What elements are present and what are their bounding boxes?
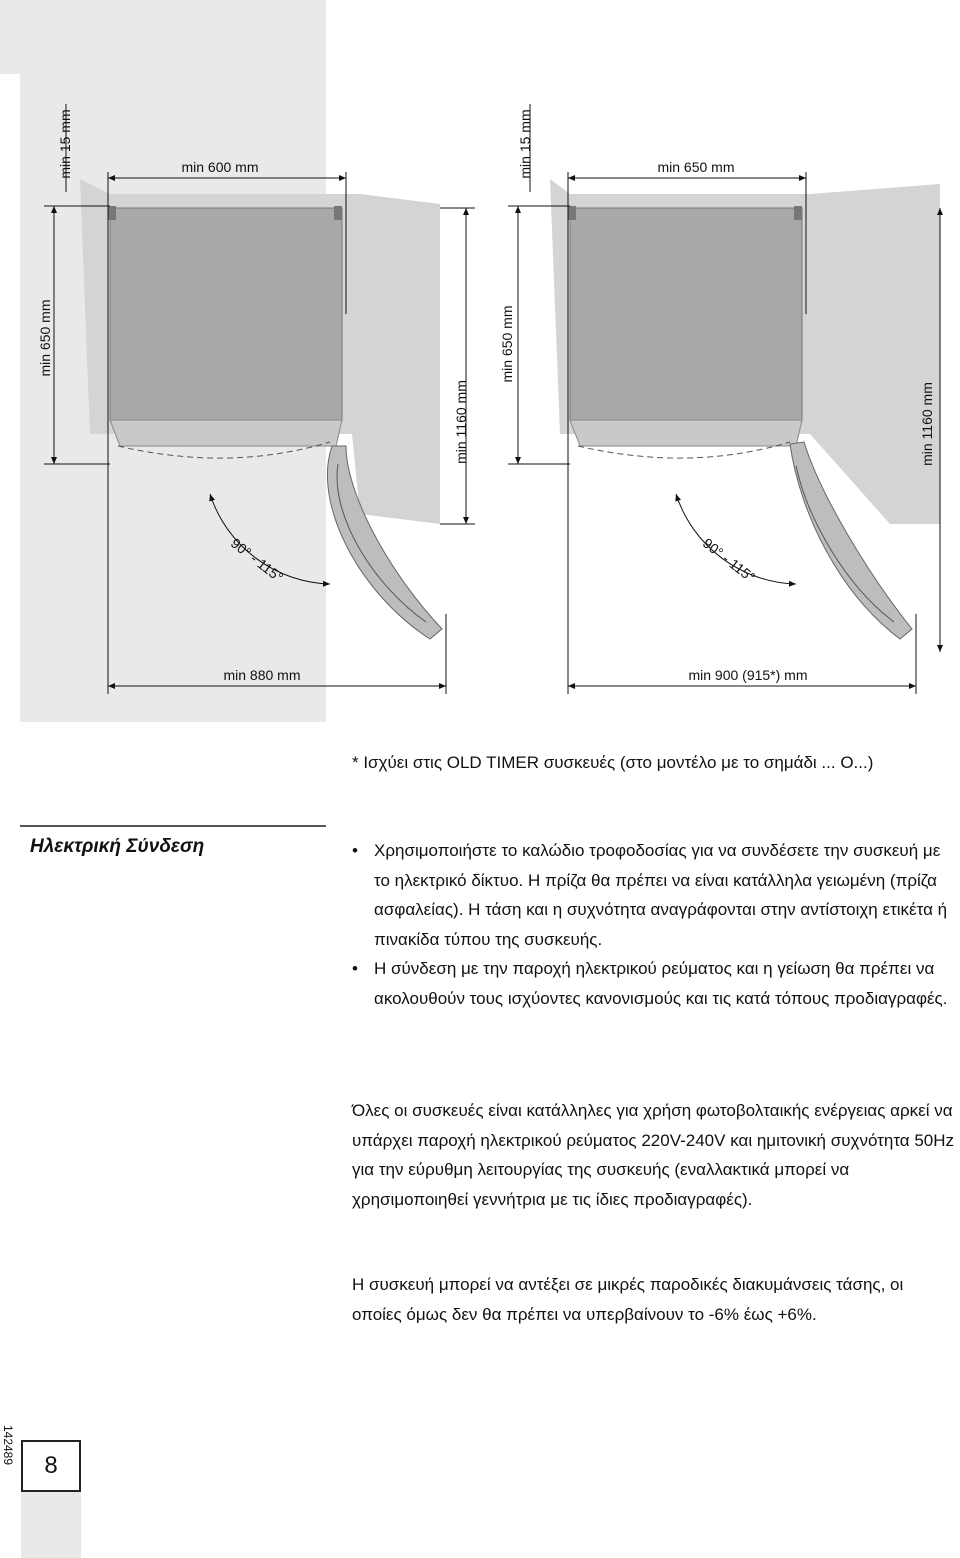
bullet-text: Χρησιμοποιήστε το καλώδιο τροφοδοσίας για να συνδέσετε την συσκευή με το ηλεκτρικό δίκτυο. Η πρίζα θα πρέπει να είναι κατάλληλα γειωμένη (πρίζα ασφαλείας). Η τάση και η συχνότητα αναγράφονται στην αντίστοιχη ετικέτα ή πινακίδα τύπου της συσκευής. [374, 841, 948, 949]
page-stripe [21, 1492, 81, 1558]
footnote: * Ισχύει στις OLD TIMER συσκευές (στο μοντέλο με το σημάδι ... O...) [352, 753, 874, 772]
left-depth-label: min 650 mm [37, 299, 53, 377]
document-number: 142489 [1, 1424, 16, 1466]
right-installation [508, 104, 940, 694]
paragraph-voltage-tolerance: Η συσκευή μπορεί να αντέξει σε μικρές παροδικές διακυμάνσεις τάσης, οι οποίες όμως δεν θα πρέπει να υπερβαίνουν το -6% έως +6%. [352, 1275, 904, 1324]
right-height-label: min 1160 mm [919, 382, 935, 466]
right-angle-label: 90° - 115° [699, 534, 759, 586]
section-divider [20, 825, 326, 827]
left-clearance-label: min 880 mm [223, 667, 301, 683]
left-height-label: min 1160 mm [453, 380, 469, 464]
installation-diagram [0, 74, 960, 722]
left-width-label: min 600 mm [181, 159, 259, 175]
right-width-label: min 650 mm [657, 159, 735, 175]
bullet-marker: • [352, 959, 358, 978]
left-installation [44, 104, 475, 694]
right-depth-label: min 650 mm [499, 305, 515, 383]
paragraph-photovoltaic: Όλες οι συσκευές είναι κατάλληλες για χρήση φωτοβολταικής ενέργειας αρκεί να υπάρχει παροχή ηλεκτρικού ρεύματος 220V-240V και ημιτονική συχνότητα 50Hz για την εύρυθμη λειτουργίας της συσκευής (εναλλακτικά μπορεί να χρησιμοποιηθεί γεννήτρια με τις ίδιες προδιαγραφές). [352, 1101, 955, 1209]
bullet-list [352, 836, 957, 1013]
left-angle-label: 90° - 115° [227, 534, 287, 586]
right-top-gap-label: min 15 mm [517, 109, 533, 179]
right-clearance-label: min 900 (915*) mm [688, 667, 808, 683]
section-title: Ηλεκτρική Σύνδεση [30, 836, 205, 857]
bullet-marker: • [352, 841, 358, 860]
left-top-gap-label: min 15 mm [57, 109, 73, 179]
page-number: 8 [21, 1440, 81, 1492]
list-item [352, 836, 957, 954]
list-item [352, 954, 957, 1013]
header-gray-block [0, 0, 326, 74]
bullet-text: Η σύνδεση με την παροχή ηλεκτρικού ρεύματος και η γείωση θα πρέπει να ακολουθούν τους ισχύοντες κανονισμούς και τις κατά τόπους προδιαγραφές. [374, 959, 948, 1008]
